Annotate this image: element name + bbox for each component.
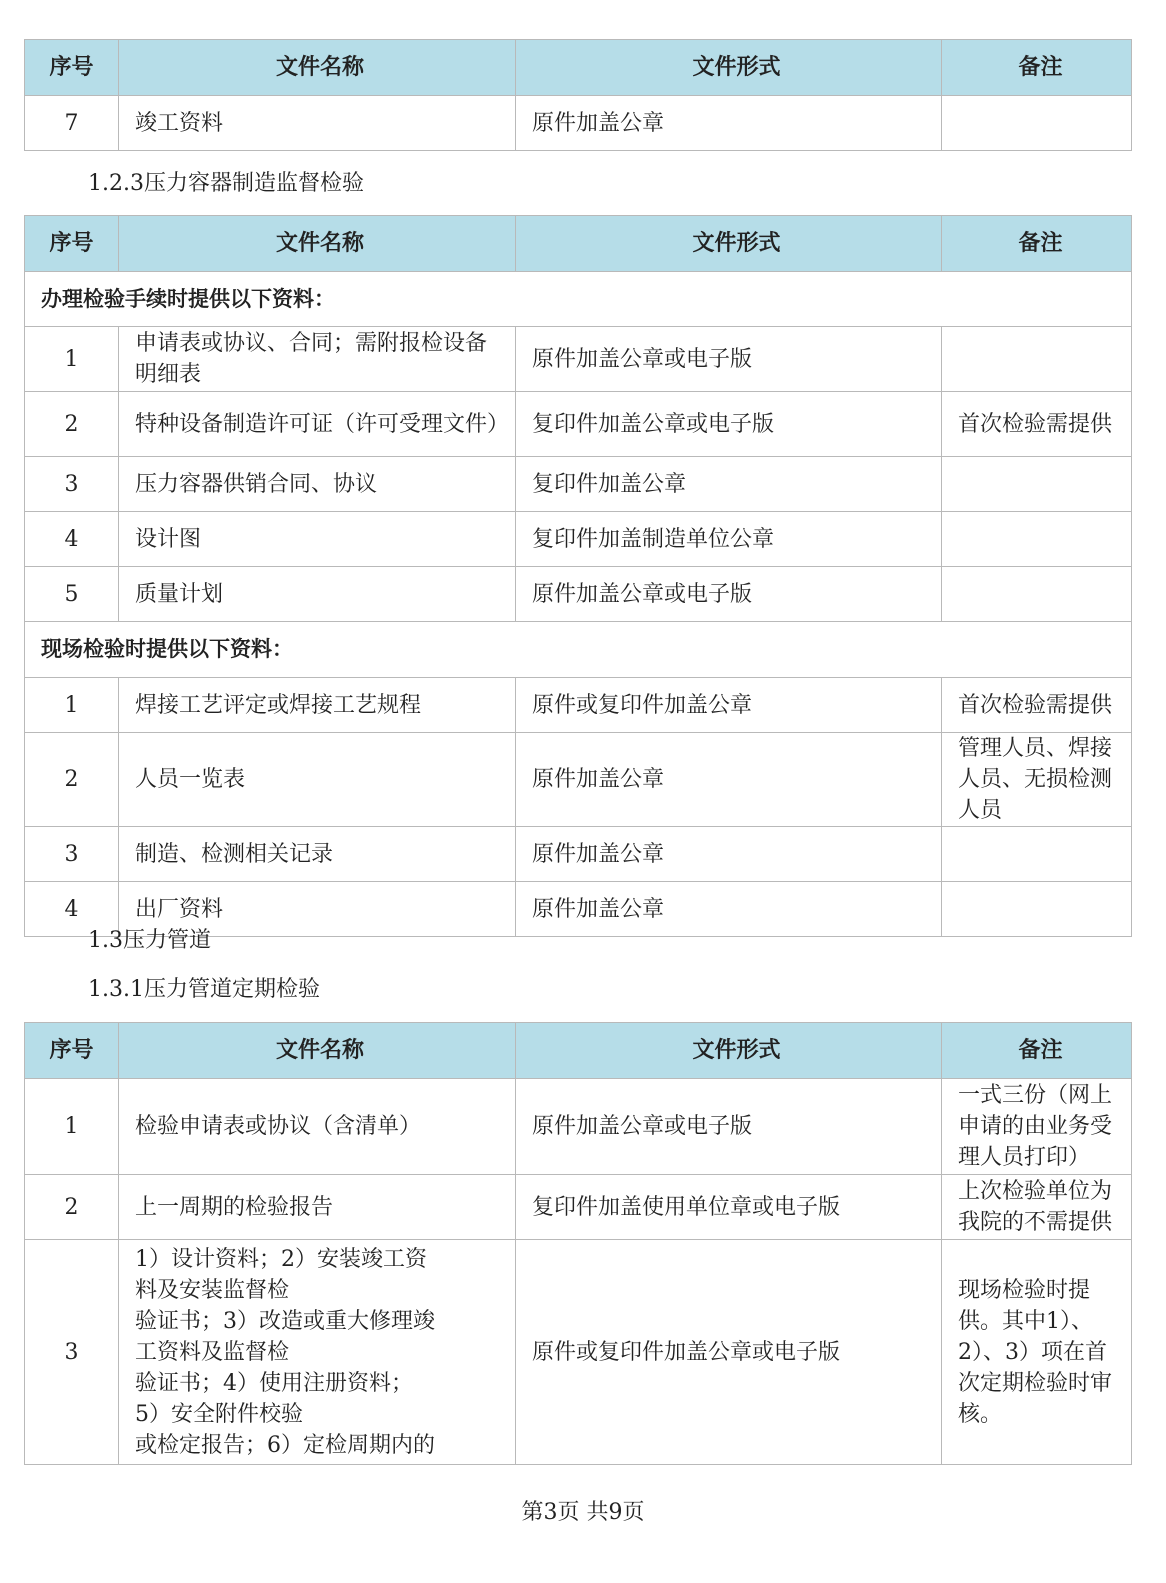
col-header-note: 备注 xyxy=(942,216,1132,272)
table-header-row xyxy=(25,1023,1132,1079)
cell-no: 2 xyxy=(25,733,119,827)
cell-note: 管理人员、焊接人员、无损检测人员 xyxy=(942,733,1132,827)
cell-note: 上次检验单位为我院的不需提供 xyxy=(942,1175,1132,1240)
cell-name: 质量计划 xyxy=(119,567,516,622)
cell-no: 4 xyxy=(25,882,119,937)
col-header-no: 序号 xyxy=(25,216,119,272)
section-heading-1-3: 1.3压力管道 xyxy=(88,928,211,953)
cell-name-line: 验证书；4）使用注册资料； xyxy=(135,1370,413,1396)
cell-name-line: 1）设计资料；2）安装竣工资 xyxy=(135,1246,427,1272)
col-header-name: 文件名称 xyxy=(119,216,516,272)
cell-form: 原件或复印件加盖公章 xyxy=(516,678,942,733)
table-1 xyxy=(24,39,1132,151)
cell-no: 2 xyxy=(25,392,119,457)
cell-name xyxy=(119,1240,516,1465)
table-row xyxy=(25,567,1132,622)
table-2 xyxy=(24,215,1132,937)
cell-name-line: 料及安装监督检 xyxy=(135,1277,290,1303)
cell-form: 原件加盖公章或电子版 xyxy=(516,1079,942,1175)
cell-name-line: 或检定报告；6）定检周期内的 xyxy=(135,1432,435,1458)
cell-name: 出厂资料 xyxy=(119,882,516,937)
cell-name: 申请表或协议、合同；需附报检设备明细表 xyxy=(119,327,516,392)
col-header-name: 文件名称 xyxy=(119,40,516,96)
col-header-no: 序号 xyxy=(25,1023,119,1079)
col-header-form: 文件形式 xyxy=(516,1023,942,1079)
table-row xyxy=(25,827,1132,882)
table-row xyxy=(25,392,1132,457)
cell-note xyxy=(942,457,1132,512)
cell-note: 现场检验时提供。其中1）、2）、3）项在首次定期检验时审核。 xyxy=(942,1240,1132,1465)
table-header-row xyxy=(25,216,1132,272)
table-row xyxy=(25,512,1132,567)
cell-no: 7 xyxy=(25,96,119,151)
cell-name: 检验申请表或协议（含清单） xyxy=(119,1079,516,1175)
cell-note: 一式三份（网上申请的由业务受理人员打印） xyxy=(942,1079,1132,1175)
table-row xyxy=(25,457,1132,512)
cell-form: 复印件加盖使用单位章或电子版 xyxy=(516,1175,942,1240)
cell-note xyxy=(942,827,1132,882)
cell-note: 首次检验需提供 xyxy=(942,392,1132,457)
cell-form: 原件加盖公章 xyxy=(516,96,942,151)
cell-form: 原件加盖公章 xyxy=(516,882,942,937)
cell-name: 设计图 xyxy=(119,512,516,567)
table-row xyxy=(25,678,1132,733)
cell-no: 3 xyxy=(25,827,119,882)
table-row xyxy=(25,327,1132,392)
cell-note xyxy=(942,96,1132,151)
section-label: 办理检验手续时提供以下资料： xyxy=(25,272,1132,327)
cell-no: 3 xyxy=(25,1240,119,1465)
cell-no: 1 xyxy=(25,1079,119,1175)
cell-name: 上一周期的检验报告 xyxy=(119,1175,516,1240)
cell-note xyxy=(942,512,1132,567)
cell-no: 2 xyxy=(25,1175,119,1240)
cell-name: 制造、检测相关记录 xyxy=(119,827,516,882)
cell-form: 复印件加盖制造单位公章 xyxy=(516,512,942,567)
section-heading-1-3-1: 1.3.1压力管道定期检验 xyxy=(88,977,320,1002)
cell-form: 原件加盖公章或电子版 xyxy=(516,567,942,622)
cell-name-line: 工资料及监督检 xyxy=(135,1339,290,1365)
cell-name: 竣工资料 xyxy=(119,96,516,151)
cell-note: 首次检验需提供 xyxy=(942,678,1132,733)
section-row xyxy=(25,272,1132,327)
cell-form: 原件加盖公章或电子版 xyxy=(516,327,942,392)
col-header-form: 文件形式 xyxy=(516,40,942,96)
cell-no: 1 xyxy=(25,327,119,392)
cell-no: 4 xyxy=(25,512,119,567)
cell-note xyxy=(942,882,1132,937)
cell-name-line: 验证书；3）改造或重大修理竣 xyxy=(135,1308,435,1334)
cell-name: 压力容器供销合同、协议 xyxy=(119,457,516,512)
cell-name-line: 5）安全附件校验 xyxy=(135,1401,303,1427)
table-header-row xyxy=(25,40,1132,96)
col-header-form: 文件形式 xyxy=(516,216,942,272)
section-row xyxy=(25,622,1132,678)
cell-no: 1 xyxy=(25,678,119,733)
col-header-note: 备注 xyxy=(942,1023,1132,1079)
table-3 xyxy=(24,1022,1132,1465)
col-header-name: 文件名称 xyxy=(119,1023,516,1079)
page-footer: 第3页 共9页 xyxy=(521,1500,645,1525)
cell-name: 特种设备制造许可证（许可受理文件） xyxy=(119,392,516,457)
cell-form: 复印件加盖公章或电子版 xyxy=(516,392,942,457)
table-row xyxy=(25,733,1132,827)
col-header-no: 序号 xyxy=(25,40,119,96)
table-row xyxy=(25,1175,1132,1240)
cell-no: 3 xyxy=(25,457,119,512)
section-label: 现场检验时提供以下资料： xyxy=(25,622,1132,678)
cell-name: 人员一览表 xyxy=(119,733,516,827)
cell-name: 焊接工艺评定或焊接工艺规程 xyxy=(119,678,516,733)
cell-note xyxy=(942,327,1132,392)
cell-form: 原件加盖公章 xyxy=(516,827,942,882)
table-row xyxy=(25,1079,1132,1175)
table-row xyxy=(25,1240,1132,1465)
col-header-note: 备注 xyxy=(942,40,1132,96)
cell-no: 5 xyxy=(25,567,119,622)
cell-form: 原件或复印件加盖公章或电子版 xyxy=(516,1240,942,1465)
cell-note xyxy=(942,567,1132,622)
section-heading-1-2-3: 1.2.3压力容器制造监督检验 xyxy=(88,171,364,196)
table-row xyxy=(25,96,1132,151)
cell-form: 原件加盖公章 xyxy=(516,733,942,827)
cell-form: 复印件加盖公章 xyxy=(516,457,942,512)
